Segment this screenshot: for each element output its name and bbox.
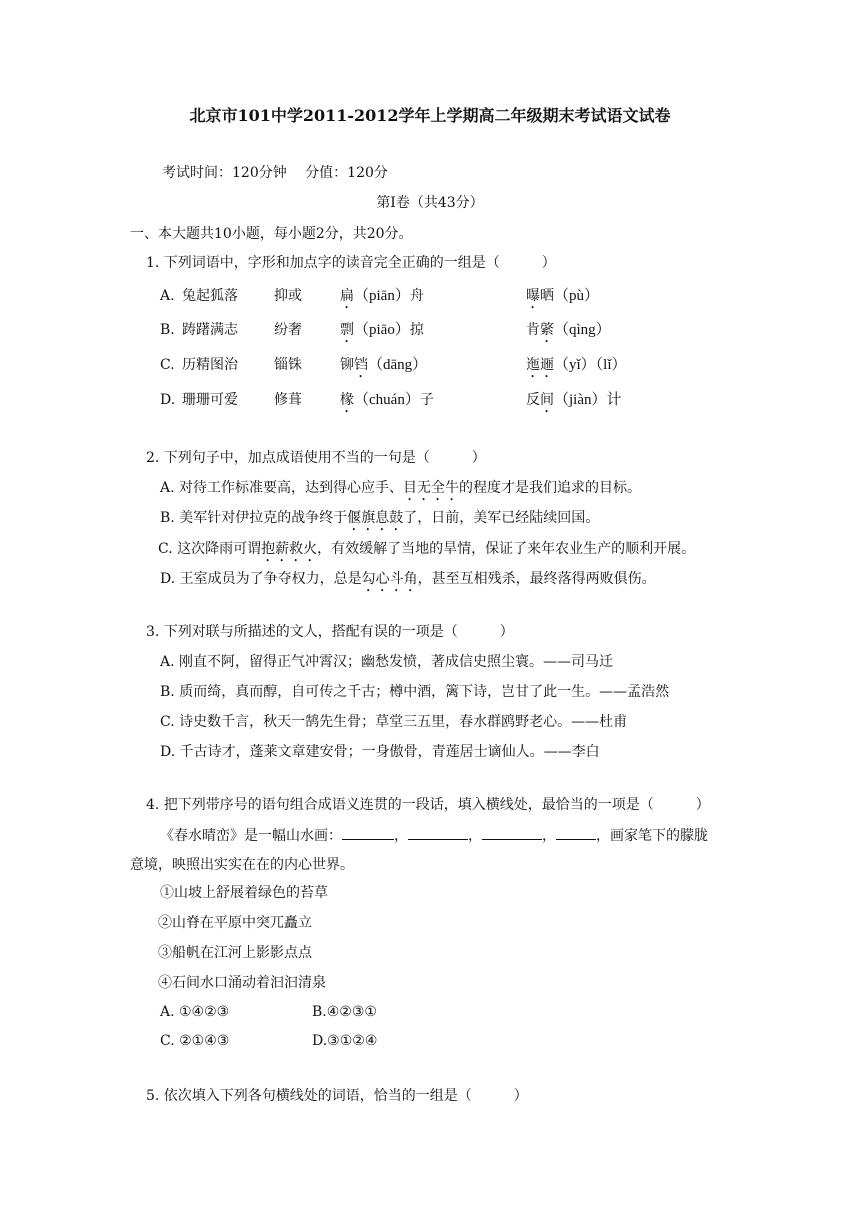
question-4-passage: 《春水晴峦》是一幅山水画： ， ， ， ，画家笔下的朦胧: [160, 825, 708, 846]
word-1: 踌躇满志: [182, 322, 238, 338]
question-4-option-c: C. ②①④③: [160, 1033, 230, 1049]
section-heading: 一、本大题共10小题，每小题2分，共20分。: [130, 226, 413, 242]
question-2-option-c: C. 这次降雨可谓抱薪救火，有效缓解了当地的旱情，保证了来年农业生产的顺利开展。: [158, 541, 696, 557]
answer-blank[interactable]: [342, 825, 394, 840]
word-4: 迤逦（yǐ）（lǐ）: [526, 357, 627, 373]
question-4-item-3: ③船帆在江河上影影点点: [158, 945, 312, 961]
question-1-stem: 1. 下列词语中，字形和加点字的读音完全正确的一组是（ ）: [146, 255, 556, 271]
question-2-option-b: B. 美军针对伊拉克的战争终于偃旗息鼓了，日前，美军已经陆续回国。: [160, 510, 600, 526]
question-4-passage-cont: 意境，映照出实实在在的内心世界。: [130, 857, 354, 873]
question-3-option-d: D. 千古诗才，蓬莱文章建安骨；一身傲骨，青莲居士谪仙人。——李白: [160, 744, 600, 760]
question-4-option-a: A. ①④②③: [160, 1004, 230, 1020]
answer-blank[interactable]: [408, 825, 468, 840]
word-3: 扁（piān）舟: [340, 288, 424, 304]
word-3: 铆铛（dāng）: [340, 357, 428, 373]
word-2: 修葺: [274, 392, 302, 408]
word-3: 椽（chuán）子: [340, 392, 434, 408]
answer-blank[interactable]: [556, 825, 596, 840]
exam-title: 北京市101中学2011-2012学年上学期高二年级期末考试语文试卷: [189, 106, 671, 125]
option-label: A.: [160, 288, 175, 304]
question-4-item-4: ④石间水口涌动着汩汩清泉: [158, 975, 326, 991]
word-2: 抑或: [274, 288, 302, 304]
question-3-stem: 3. 下列对联与所描述的文人，搭配有误的一项是（ ）: [146, 624, 514, 640]
word-2: 锱铢: [274, 357, 302, 373]
question-3-option-a: A. 刚直不阿，留得正气冲霄汉；幽愁发愤，著成信史照尘寰。——司马迁: [160, 654, 614, 670]
question-5-stem: 5. 依次填入下列各句横线处的词语，恰当的一组是（ ）: [146, 1088, 528, 1104]
word-1: 历精图治: [182, 357, 238, 373]
question-4-option-d: D.③①②④: [312, 1033, 378, 1049]
word-4: 肯綮（qìng）: [526, 322, 611, 338]
question-3-option-c: C. 诗史数千言，秋天一鹄先生骨；草堂三五里，春水群鸥野老心。——杜甫: [160, 714, 628, 730]
volume-heading: 第Ⅰ卷（共43分）: [376, 195, 484, 211]
question-2-stem: 2. 下列句子中，加点成语使用不当的一句是（ ）: [146, 450, 486, 466]
question-4-stem: 4. 把下列带序号的语句组合成语义连贯的一段话，填入横线处，最恰当的一项是（ ）: [146, 797, 710, 813]
question-4-item-2: ②山脊在平原中突兀矗立: [158, 915, 312, 931]
word-3: 剽（piāo）掠: [340, 322, 424, 338]
question-2-option-d: D. 王室成员为了争夺权力，总是勾心斗角，甚至互相残杀，最终落得两败俱伤。: [160, 571, 656, 587]
exam-info: 考试时间：120分钟 分值：120分: [162, 165, 388, 181]
word-4: 曝晒（pù）: [526, 288, 600, 304]
question-4-option-b: B.④②③①: [312, 1004, 377, 1020]
word-1: 兔起狐落: [182, 288, 238, 304]
option-label: C.: [160, 357, 175, 373]
answer-blank[interactable]: [482, 825, 542, 840]
option-label: D.: [160, 392, 176, 408]
question-3-option-b: B. 质而绮，真而醇，自可传之千古；樽中酒，篱下诗，岂甘了此一生。——孟浩然: [160, 684, 670, 700]
question-2-option-a: A. 对待工作标准要高，达到得心应手、目无全牛的程度才是我们追求的目标。: [160, 480, 642, 496]
word-1: 珊珊可爱: [182, 392, 238, 408]
word-4: 反间（jiàn）计: [526, 392, 622, 408]
word-2: 纷奢: [274, 322, 302, 338]
option-label: B.: [160, 322, 175, 338]
question-4-item-1: ①山坡上舒展着绿色的苔草: [160, 885, 328, 901]
